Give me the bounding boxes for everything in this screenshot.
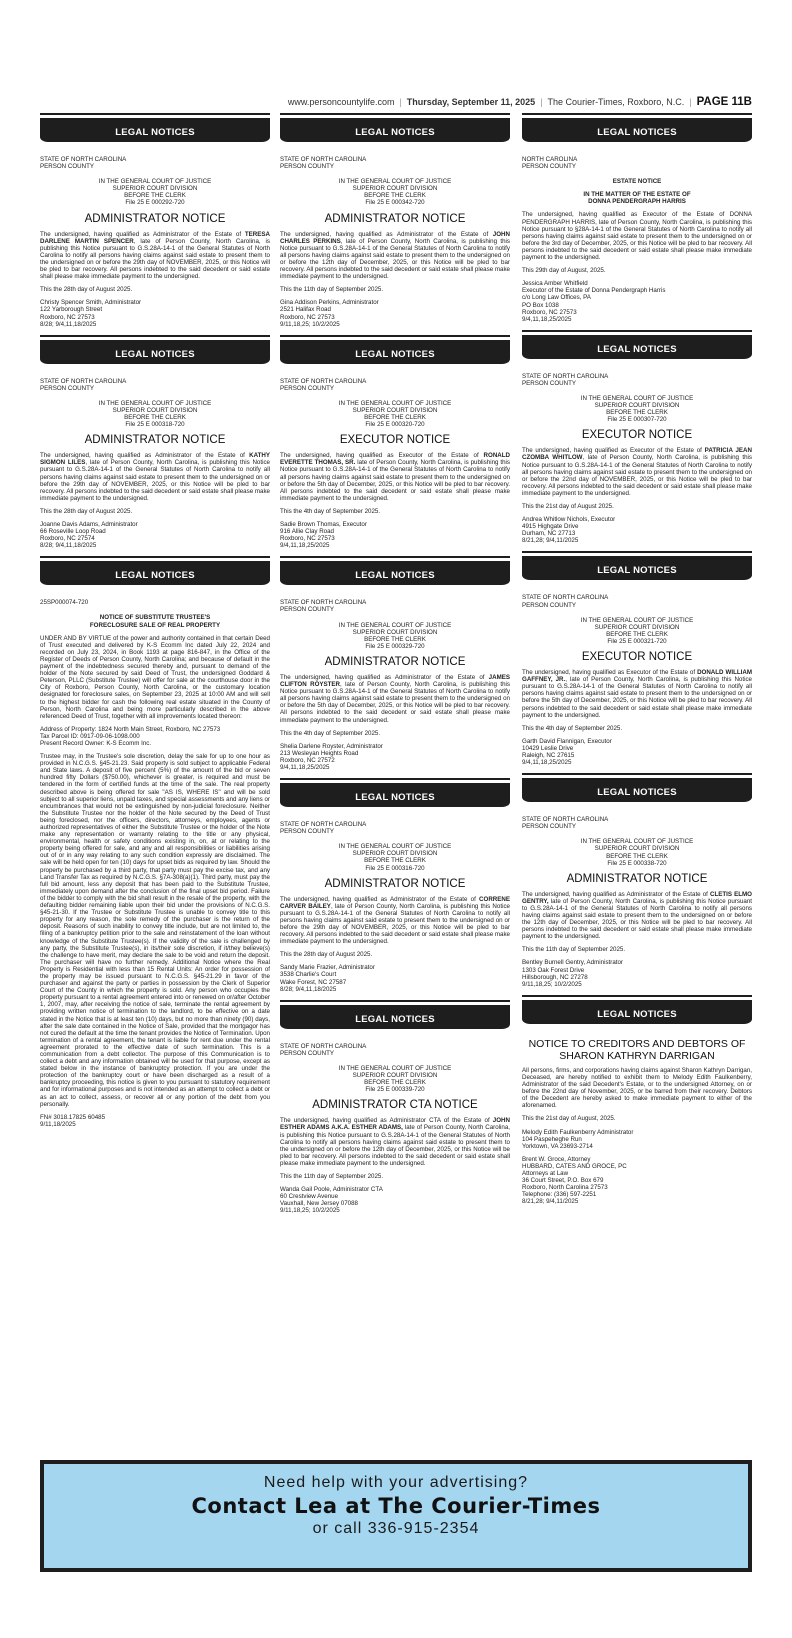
decedent-name: DONALD WILLIAM GAFFNEY, JR. bbox=[522, 669, 752, 684]
legal-notices-banner: LEGAL NOTICES bbox=[522, 778, 752, 802]
legal-notices-banner: LEGAL NOTICES bbox=[522, 118, 752, 142]
notice-signature: Joanne Davis Adams, Administrator 66 Roseville Loop Road Roxboro, NC 27574 8/28; 9/4,11,18/2025 bbox=[40, 521, 138, 550]
notice-date: This the 11th day of September 2025. bbox=[522, 946, 626, 954]
notice-date: This the 4th day of September 2025. bbox=[522, 724, 623, 732]
notice-date: This the 4th day of September 2025. bbox=[280, 507, 381, 515]
notice-date: This the 28th day of August 2025. bbox=[40, 507, 133, 515]
notice-title: ADMINISTRATOR NOTICE bbox=[84, 434, 226, 447]
notice-title: EXECUTOR NOTICE bbox=[581, 651, 693, 664]
notice-state: NORTH CAROLINA PERSON COUNTY bbox=[522, 156, 578, 171]
column-1 bbox=[40, 118, 270, 1140]
notice-court: IN THE GENERAL COURT OF JUSTICE SUPERIOR COURT DIVISION BEFORE THE CLERK File 25 E 000320-720 bbox=[338, 399, 452, 429]
page-number: PAGE 11B bbox=[696, 96, 752, 108]
notice-date: This the 11th day of September 2025. bbox=[280, 1172, 384, 1180]
notice-date: This the 28th day of August 2025. bbox=[280, 951, 373, 959]
decedent-name: JOHN ESTHER ADAMS A.K.A. ESTHER ADAMS, bbox=[280, 1117, 510, 1132]
notice-signature: Bentley Burnell Gentry, Administrator 1303 Oak Forest Drive Hillsborough, NC 27278 9/11,18,25; 10/2/2025 bbox=[522, 959, 623, 988]
notice-court: IN THE GENERAL COURT OF JUSTICE SUPERIOR COURT DIVISION BEFORE THE CLERK File 25 E 000292-720 bbox=[98, 178, 212, 207]
notice-title: ADMINISTRATOR NOTICE bbox=[566, 872, 708, 885]
site-url[interactable]: www.personcountylife.com bbox=[287, 97, 395, 107]
legal-notice bbox=[522, 556, 752, 766]
notice-state: STATE OF NORTH CAROLINA PERSON COUNTY bbox=[280, 821, 367, 836]
notice-court: IN THE GENERAL COURT OF JUSTICE SUPERIOR COURT DIVISION BEFORE THE CLERK File 25 E 000339-720 bbox=[338, 1064, 452, 1094]
notice-signature: Sadie Brown Thomas, Executor 916 Allie Clay Road Roxboro, NC 27573 9/4,11,18,25/2025 bbox=[280, 521, 367, 550]
ad-phone: or call 336-915-2354 bbox=[312, 1520, 480, 1537]
notice-court: IN THE GENERAL COURT OF JUSTICE SUPERIOR COURT DIVISION BEFORE THE CLERK File 25 E 000316-720 bbox=[338, 843, 452, 872]
legal-notice bbox=[280, 340, 510, 550]
legal-notice bbox=[40, 340, 270, 550]
notice-signature: Wanda Gail Poole, Administrator CTA 60 Crestview Avenue Vauxhall, New Jersey 07088 9/11,18,25; 10/2/2025 bbox=[280, 1186, 383, 1215]
decedent-name: TERESA DARLENE MARTIN SPENCER bbox=[40, 230, 270, 245]
notice-subtitle: ESTATE NOTICE bbox=[612, 178, 662, 186]
notice-state: STATE OF NORTH CAROLINA PERSON COUNTY bbox=[280, 1042, 367, 1057]
notice-signature: Jessica Amber Whitfield Executor of the Estate of Donna Pendergraph Harris c/o Long Law Offices, PA PO Box 1038 Roxboro, NC 27573 9/4,11,18,25/2025 bbox=[522, 280, 666, 323]
legal-notices-banner: LEGAL NOTICES bbox=[280, 1005, 510, 1029]
notice-state: STATE OF NORTH CAROLINA PERSON COUNTY bbox=[280, 377, 367, 392]
advertising-banner[interactable] bbox=[40, 1460, 752, 1572]
legal-notice bbox=[280, 783, 510, 993]
notice-state: STATE OF NORTH CAROLINA PERSON COUNTY bbox=[280, 156, 367, 171]
notice-date: This 29th day of August, 2025. bbox=[522, 267, 606, 275]
notice-court: IN THE GENERAL COURT OF JUSTICE SUPERIOR COURT DIVISION BEFORE THE CLERK File 25 E 000342-720 bbox=[338, 178, 452, 207]
notice-body: The undersigned, having qualified as Administrator of the Estate of JOHN CHARLES PERKINS, late of Person County, North Carolina, is publishing this Notice pursuant to G.S.28A-14-1 of the General Statutes of North Carolina to notify all persons having claims against said estate to present them to the undersigned on or before the 12th day of December, 2025, or this Notice will be pled to bar recovery. All persons indebted to the said decedent or said estate shall please make immediate payment to the undersigned. bbox=[280, 230, 510, 281]
creditors-notice bbox=[522, 1000, 752, 1206]
notice-title: ADMINISTRATOR NOTICE bbox=[324, 877, 466, 890]
notice-court: IN THE GENERAL COURT OF JUSTICE SUPERIOR COURT DIVISION BEFORE THE CLERK File 25 E 000338-720 bbox=[580, 838, 694, 867]
notice-court: IN THE GENERAL COURT OF JUSTICE SUPERIOR COURT DIVISION BEFORE THE CLERK File 25 E 000318-720 bbox=[98, 399, 212, 429]
notice-signature: Sandy Marie Frazier, Administrator 3538 Charlie's Court Wake Forest, NC 27587 8/28; 9/4,11,18/2025 bbox=[280, 964, 375, 993]
notice-title: ADMINISTRATOR NOTICE bbox=[84, 212, 226, 225]
ad-line-2: Contact Lea at The Courier-Times bbox=[191, 1494, 601, 1518]
notice-date: This the 11th day of September 2025. bbox=[280, 286, 384, 294]
notice-body: The undersigned, having qualified as Administrator CTA of the Estate of JOHN ESTHER ADAMS A.K.A. ESTHER ADAMS, late of Person County, North Carolina, is publishing this Notice pursuant to G.S.28A-14-1 of the General Statutes of North Carolina to notify all persons having claims against said estate to present them to the undersigned on or before the 12th day of December, 2025, or this Notice will be pled to bar recovery. All persons indebted to the said decedent or said estate shall please make immediate payment to the undersigned. bbox=[280, 1117, 511, 1167]
decedent-name: PATRICIA JEAN CZOMBA WHITLOW bbox=[522, 447, 752, 462]
notice-title: ADMINISTRATOR NOTICE bbox=[324, 212, 466, 225]
decedent-name: CLETIS ELMO GENTRY, bbox=[522, 890, 752, 905]
decedent-name: KATHY SIGMON LILES bbox=[40, 452, 270, 467]
legal-notices-banner: LEGAL NOTICES bbox=[280, 118, 510, 142]
notice-signature: Christy Spencer Smith, Administrator 122 Yarborough Street Roxboro, NC 27573 8/28; 9/4,11,18/2025 bbox=[40, 299, 142, 328]
notice-title: EXECUTOR NOTICE bbox=[339, 434, 451, 447]
notice-body: All persons, firms, and corporations having claims against Sharon Kathryn Darrigan, Deceased, are hereby notified to exhibit them to Melody Edith Faulkenberry, Administrator of the said Decedent's Estate, or to the undersigned Attorney, on or before the 22nd day of November, 2025, or be barred from their recovery. Debtors of the Decedent are hereby asked to make immediate payment to either of the aforenamed. bbox=[522, 1066, 752, 1110]
notice-state: STATE OF NORTH CAROLINA PERSON COUNTY bbox=[280, 599, 367, 614]
legal-notices-banner: LEGAL NOTICES bbox=[280, 561, 510, 585]
notice-body: The undersigned, having qualified as Administrator of the Estate of JAMES CLIFTON ROYSTER, late of Person County, North Carolina, is publishing this Notice pursuant to G.S.28A-14-1 of the General Statutes of North Carolina to notify all persons having claims against said estate to present them to the undersigned on or before the 5th day of December, 2025, or this Notice will be pled to bar recovery. All persons indebted to the said decedent or said estate shall please make immediate payment to the undersigned. bbox=[280, 673, 510, 724]
notice-body: The undersigned, having qualified as Administrator of the Estate of KATHY SIGMON LILES, late of Person County, North Carolina, is publishing this Notice pursuant to G.S.28A-14-1 of the General Statutes of North Carolina to notify all persons having claims against said estate to present them to the undersigned on or before the 29th day of NOVEMBER, 2025, or this Notice will be pled to bar recovery. All persons indebted to the said decedent or said estate shall please make immediate payment to the undersigned. bbox=[40, 452, 270, 502]
notice-signature: FN# 3018.17825 60485 9/11,18/2025 bbox=[40, 1113, 106, 1128]
notice-signature: Andrea Whitlow Nichols, Executor 4915 Highgate Drive Durham, NC 27713 8/21,28; 9/4,11/2025 bbox=[522, 516, 616, 545]
property-address: Address of Property: 1824 North Main Street, Roxboro, NC 27573 Tax Parcel ID: 0917-09-06-1098.000 Present Record Owner: K-S Ecomm Inc. bbox=[40, 725, 221, 747]
notice-body: The undersigned, having qualified as Administrator of the Estate of CORRENE CARVER BAILEY, late of Person County, North Carolina, is publishing this Notice pursuant to G.S.28A-14-1 of the General Statutes of North Carolina to notify all persons having claims against said estate to present them to the undersigned on or before the 29th day of NOVEMBER, 2025, or this Notice will be pled to bar recovery. All persons indebted to the said decedent or said estate shall please make immediate payment to the undersigned. bbox=[280, 895, 510, 946]
notice-body: The undersigned, having qualified as Administrator of the Estate of TERESA DARLENE MARTIN SPENCER, late of Person County, North Carolina, is publishing this Notice pursuant to G.S.28A-14-1 of the General Statutes of North Carolina to notify all persons having claims against said estate to present them to the undersigned on or before the 29th day of NOVEMBER, 2025, or this Notice will be pled to bar recovery. All persons indebted to the said decedent or said estate shall please make immediate payment to the undersigned. bbox=[40, 230, 271, 281]
notice-body: The undersigned, having qualified as Administrator of the Estate of CLETIS ELMO GENTRY, late of Person County, North Carolina, is publishing this Notice pursuant to G.S.28A-14-1 of the General Statutes of North Carolina to notify all persons having claims against said estate to present them to the undersigned on or before the 12th day of December, 2025, or this Notice will be pled to bar recovery. All persons indebted to the said decedent or said estate shall please make immediate payment to the undersigned. bbox=[522, 890, 752, 941]
notice-date: This the 28th day of August 2025. bbox=[40, 286, 133, 294]
legal-notice bbox=[280, 561, 510, 771]
paper-name: The Courier-Times, Roxboro, N.C. bbox=[547, 97, 685, 107]
notice-title: ADMINISTRATOR NOTICE bbox=[324, 655, 466, 668]
notice-body: UNDER AND BY VIRTUE of the power and authority contained in that certain Deed of Trust executed and delivered by K-S Ecomm Inc dated July 22, 2024 and recorded on July 23, 2024, in Book 1193 at page 816-847, in the Office of the Register of Deeds of Person County, North Carolina; and because of default in the payment of the indebtedness secured thereby and, pursuant to demand of the holder of the Note secured by said Deed of Trust, the undersigned Goddard & Peterson, PLLC (Substitute Trustee) will offer for sale at the courthouse door in the City of Roxboro, Person County, North Carolina, or the customary location designated for foreclosure sales, on September 23, 2025 at 10:00 AM and will sell to the highest bidder for cash the following real estate situated in the County of Person, North Carolina and being more particularly described in the above referenced Deed of Trust, together with all improvements located thereon: bbox=[40, 634, 270, 720]
legal-notice bbox=[280, 118, 510, 328]
legal-notices-banner: LEGAL NOTICES bbox=[522, 1000, 752, 1024]
notice-matter: IN THE MATTER OF THE ESTATE OF DONNA PENDERGRAPH HARRIS bbox=[583, 191, 691, 206]
notice-file-number: 25SP000074-720 bbox=[40, 599, 89, 607]
notice-state: STATE OF NORTH CAROLINA PERSON COUNTY bbox=[522, 816, 609, 831]
notice-subtitle: NOTICE OF SUBSTITUTE TRUSTEE'S FORECLOSURE SALE OF REAL PROPERTY bbox=[89, 614, 221, 629]
decedent-name: RONALD EVERETTE THOMAS, SR. bbox=[280, 452, 510, 467]
notice-court: IN THE GENERAL COURT OF JUSTICE SUPERIOR COURT DIVISION BEFORE THE CLERK File 25 E 000307-720 bbox=[580, 394, 694, 424]
notice-signature: Gina Addison Perkins, Administrator 2521 Halifax Road Roxboro, NC 27573 9/11,18,25; 10/2/2025 bbox=[280, 299, 379, 328]
ad-line-1: Need help with your advertising? bbox=[263, 1474, 529, 1491]
notice-body: The undersigned, having qualified as Executor of the Estate of RONALD EVERETTE THOMAS, SR. late of Person County, North Carolina, is publishing this Notice pursuant to G.S.28A-14-1 of the General Statutes of North Carolina to notify all persons having claims against said estate to present them to the undersigned on or before the 5th day of December, 2025, or this Notice will be pled to bar recovery. All persons indebted to the said decedent or said estate shall please make immediate payment to the undersigned. bbox=[280, 452, 511, 502]
masthead: www.personcountylife.com | Thursday, September 11, 2025 | The Courier-Times, Roxboro, N.C. | PAGE 11B bbox=[287, 96, 752, 108]
attorney-signature: Brent W. Groce, Attorney HUBBARD, CATES AND GROCE, PC Attorneys at Law 36 Court Street, P.O. Box 679 Roxboro, North Carolina 27573 Telephone: (336) 597-2251 8/21,28; 9/4,11/2025 bbox=[522, 1155, 627, 1206]
notice-signature: Shelia Darlene Royster, Administrator 213 Wesleyan Heights Road Roxboro, NC 27572 9/4,11,18,25/2025 bbox=[280, 742, 383, 771]
legal-notice bbox=[280, 1005, 510, 1215]
notice-body: The undersigned, having qualified as Executor of the Estate of DONNA PENDERGRAPH HARRIS, late of Person County, North Carolina, is publishing this Notice pursuant to §28A-14-1 of the General Statutes of North Carolina to notify all persons having claims against said estate to present them to the undersigned on or before the 3rd day of December, 2025, or this Notice will be pled to bar recovery. All persons indebted to the said decedent or said estate shall please make immediate payment to the undersigned. bbox=[522, 211, 752, 262]
estate-notice bbox=[522, 118, 752, 323]
notice-date: This the 21st day of August, 2025. bbox=[522, 1115, 616, 1123]
column-2 bbox=[280, 118, 510, 1226]
notice-court: IN THE GENERAL COURT OF JUSTICE SUPERIOR COURT DIVISION BEFORE THE CLERK File 25 E 000329-720 bbox=[338, 621, 452, 650]
notice-state: STATE OF NORTH CAROLINA PERSON COUNTY bbox=[522, 372, 609, 387]
column-3 bbox=[522, 118, 752, 1217]
notice-title: NOTICE TO CREDITORS AND DEBTORS OF SHARON KATHRYN DARRIGAN bbox=[528, 1037, 746, 1062]
legal-notices-banner: LEGAL NOTICES bbox=[40, 118, 270, 142]
notice-title: EXECUTOR NOTICE bbox=[581, 429, 693, 442]
notice-state: STATE OF NORTH CAROLINA PERSON COUNTY bbox=[40, 377, 127, 392]
notice-state: STATE OF NORTH CAROLINA PERSON COUNTY bbox=[40, 156, 127, 171]
decedent-name: JAMES CLIFTON ROYSTER bbox=[280, 673, 510, 689]
notice-body: The undersigned, having qualified as Executor of the Estate of DONALD WILLIAM GAFFNEY, JR., late of Person County, North Carolina, is publishing this Notice pursuant to G.S.28A-14-1 of the General Statutes of North Carolina to notify all persons having claims against said estate to present them to the undersigned on or before the 5th day of December, 2025, or this Notice will be pled to bar recovery. All persons indebted to the said decedent or said estate shall please make immediate payment to the undersigned. bbox=[522, 669, 752, 719]
decedent-name: CORRENE CARVER BAILEY bbox=[280, 895, 510, 910]
sale-terms: Trustee may, in the Trustee's sole discretion, delay the sale for up to one hour as provided in N.C.G.S. §45-21.23. Said property is sold subject to applicable Federal and State laws. A deposit of five percent (5%) of the amount of the bid or seven hundred fifty Dollars ($750.00), whichever is greater, is required and must be tendered in the form of certified funds at the time of the sale. The real property described above is being offered for sale "AS IS, WHERE IS" and will be sold subject to all superior liens, unpaid taxes, and special assessments and any liens or encumbrances that would not be extinguished by non-judicial foreclosure. Neither the Substitute Trustee nor the holder of the Note secured by the Deed of Trust being foreclosed, nor the officers, directors, attorneys, employees, agents or authorized representatives of either the Substitute Trustee or the holder of the Note make any representation or warranty relating to the title or any physical, environmental, health or safety conditions existing in, on, at or relating to the property being offered for sale, and any and all responsibilities or liabilities arising out of or in any way relating to any such condition expressly are disclaimed. The sale will be held open for ten (10) days for upset bids as required by law. Should the property be purchased by a third party, that party must pay the excise tax, and any Land Transfer Tax as required by N.C.G.S. §7A-308(a)(1). Third party, must pay the full bid amount, less any deposit that has been paid to the Substitute Trustee, immediately upon demand after the conclusion of the final upset bid period. Failure of the bidder to comply with the bid shall result in the resale of the property, with the defaulting bidder remaining liable upon their bid under the provisions of N.C.G.S. §45-21-30. If the Trustee or Substitute Trustee is unable to convey title to this property for any reason, the sole remedy of the purchaser is the return of the deposit. Reasons of such inability to convey title include, but are not limited to, the filing of a bankruptcy petition prior to the sale and reinstatement of the loan without knowledge of the Substitute Trustee(s). If the validity of the sale is challenged by any party, the Substitute Trustee(s), in its/their sole discretion, if it/they believe(s) the challenge to have merit, may declare the sale to be void and return the deposit. The purchaser will have no further remedy. Additional Notice where the Real Property is Residential with less than 15 Rental Units: An order for possession of the property may be issued pursuant to N.C.G.S. §45-21.29 in favor of the purchaser and against the party or parties in possession by the Clerk of Superior Court of the County in which the property is sold. Any person who occupies the property pursuant to a rental agreement entered into or renewed on or/after October 1, 2007, may, after receiving the notice of sale, terminate the rental agreement by providing written notice of termination to the landlord, to be effective on a date stated in the Notice that is at least ten (10) days, but no more than ninety (90) days, after the sale date contained in the Notice of Sale, provided that the mortgagor has not cured the default at the time the tenant provides the Notice of Termination. Upon termination of a rental agreement, the tenant is liable for rent due under the rental agreement prorated to the effective date of such termination. This is a communication from a debt collector. The purpose of this Communication is to collect a debt and any information obtained will be used for that purpose, except as stated below in the instance of bankruptcy protection. If you are under the protection of the bankruptcy court or have been discharged as a result of a bankruptcy proceeding, this notice is given to you pursuant to statutory requirement and for informational purposes and is not intended as an attempt to collect a debt or as an act to collect, assess, or recover all or any portion of the debt from you personally. bbox=[40, 753, 270, 1108]
notice-state: STATE OF NORTH CAROLINA PERSON COUNTY bbox=[522, 594, 609, 609]
notice-signature: Garth David Flannigan, Executor 10429 Leslie Drive Raleigh, NC 27615 9/4,11,18,25/2025 bbox=[522, 737, 612, 767]
legal-notices-banner: LEGAL NOTICES bbox=[522, 556, 752, 580]
notice-body: The undersigned, having qualified as Executor of the Estate of PATRICIA JEAN CZOMBA WHITLOW, late of Person County, North Carolina, is publishing this Notice pursuant to G.S.28A-14-1 of the General Statutes of North Carolina to notify all persons having claims against said estate to present them to the undersigned on or before the 22nd day of NOVEMBER, 2025, or this Notice will be pled to bar recovery. All persons indebted to the said decedent or said estate shall please make immediate payment to the undersigned. bbox=[522, 447, 752, 497]
notice-signature: Melody Edith Faulkenberry Administrator 104 Paspeheghe Run Yorktown, VA 23693-2714 bbox=[522, 1128, 634, 1150]
notice-date: This the 21st day of August 2025. bbox=[522, 503, 614, 510]
notice-title: ADMINISTRATOR CTA NOTICE bbox=[312, 1099, 478, 1112]
legal-notices-banner: LEGAL NOTICES bbox=[280, 340, 510, 364]
legal-notices-banner: LEGAL NOTICES bbox=[40, 561, 270, 585]
legal-notices-banner: LEGAL NOTICES bbox=[280, 783, 510, 807]
notice-court: IN THE GENERAL COURT OF JUSTICE SUPERIOR COURT DIVISION BEFORE THE CLERK File 25 E 000321-720 bbox=[580, 616, 694, 645]
legal-notice bbox=[40, 118, 270, 328]
foreclosure-notice bbox=[40, 561, 270, 1128]
legal-notice bbox=[522, 335, 752, 545]
legal-notices-banner: LEGAL NOTICES bbox=[522, 335, 752, 359]
legal-notices-banner: LEGAL NOTICES bbox=[40, 340, 270, 364]
notice-date: This the 4th day of September 2025. bbox=[280, 729, 381, 737]
issue-date: Thursday, September 11, 2025 bbox=[406, 97, 536, 107]
legal-notice bbox=[522, 778, 752, 988]
decedent-name: JOHN CHARLES PERKINS bbox=[280, 230, 510, 245]
